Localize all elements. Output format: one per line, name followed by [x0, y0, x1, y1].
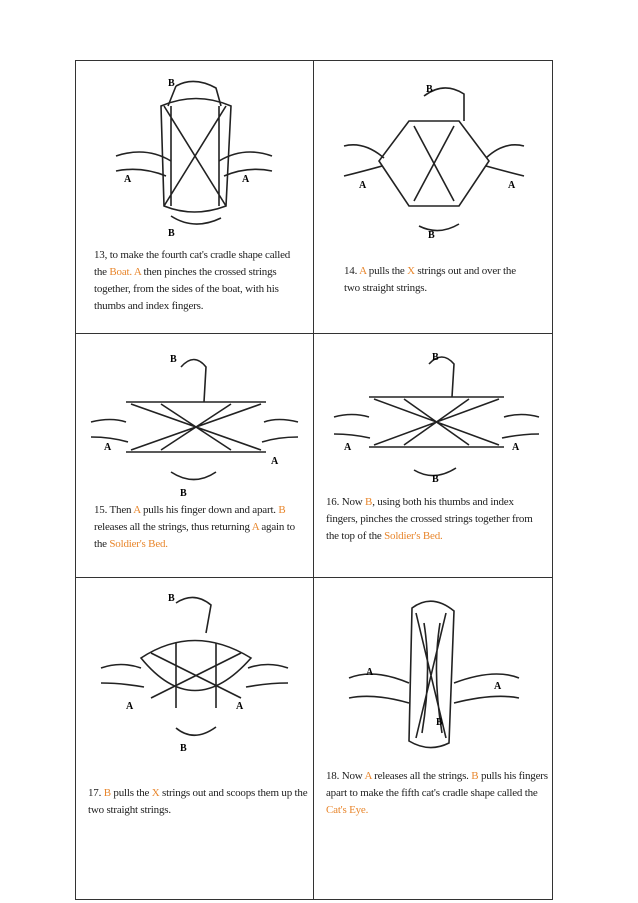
step-14-label-right: A [508, 180, 516, 191]
step-17-label-bottom: B [180, 743, 187, 754]
step-18-cell [314, 578, 554, 901]
caption-text: pulls the [366, 265, 408, 277]
caption-text: releases all the strings. [371, 770, 472, 782]
step-13-label-bottom: B [168, 228, 175, 239]
step-17-label-left: A [126, 701, 134, 712]
caption-text: 13, to make the fourth cat's cradle shape called the [94, 249, 291, 278]
caption-text: again to the [94, 521, 295, 550]
step-15-caption [94, 502, 304, 553]
step-16-caption [326, 494, 546, 545]
step-14-label-left: A [359, 180, 367, 191]
caption-text: releases all the strings, thus returning [94, 521, 252, 533]
step-16-illustration [314, 342, 554, 502]
step-15-cell [76, 334, 313, 577]
step-13-label-right: A [242, 174, 250, 185]
caption-text: 16. Now [326, 496, 366, 508]
step-18-label-bottom: B [436, 717, 443, 728]
step-13-label-top: B [168, 78, 175, 89]
instruction-grid [75, 60, 553, 900]
step-14-illustration [314, 66, 554, 246]
highlighted-text: X [407, 265, 415, 277]
caption-text: 14. [344, 265, 360, 277]
step-15-label-right: A [271, 456, 279, 467]
step-16-label-left: A [344, 442, 352, 453]
caption-text: 18. Now [326, 770, 365, 782]
step-15-illustration [76, 342, 313, 502]
step-13-cell [76, 61, 313, 333]
step-14-label-bottom: B [428, 230, 435, 241]
caption-text: , using both his thumbs and index fingers, pinches the crossed strings together from the top of the [326, 496, 533, 542]
highlighted-text: Soldier's Bed. [109, 538, 168, 550]
step-18-label-left: A [366, 667, 374, 678]
caption-text: 17. [88, 787, 104, 799]
step-13-illustration [76, 66, 313, 246]
highlighted-text: A [359, 265, 367, 277]
step-15-label-top: B [170, 354, 177, 365]
step-17-label-right: A [236, 701, 244, 712]
step-15-label-bottom: B [180, 488, 187, 499]
highlighted-text: B [365, 496, 373, 508]
caption-text: strings out and scoops them up the two straight strings. [88, 787, 308, 816]
step-13-caption [94, 247, 299, 315]
step-18-label-right: A [494, 681, 502, 692]
step-17-illustration [76, 583, 313, 758]
highlighted-text: A [133, 504, 141, 516]
step-13-label-left: A [124, 174, 132, 185]
caption-text: pulls the [110, 787, 152, 799]
step-15-label-left: A [104, 442, 112, 453]
step-17-caption [88, 785, 310, 819]
step-17-cell [76, 578, 313, 901]
step-16-label-bottom: B [432, 474, 439, 485]
step-14-cell [314, 61, 554, 333]
step-18-illustration [314, 583, 554, 758]
step-16-label-right: A [512, 442, 520, 453]
step-16-cell [314, 334, 554, 577]
step-14-label-top: B [426, 84, 433, 95]
caption-text: pulls his fingers apart to make the fifth cat's cradle shape called the [326, 770, 548, 799]
highlighted-text: B [278, 504, 286, 516]
highlighted-text: Boat. A [109, 266, 141, 278]
highlighted-text: A [251, 521, 259, 533]
caption-text: then pinches the crossed strings together, from the sides of the boat, with his thumbs and index fingers. [94, 266, 279, 312]
highlighted-text: Cat's Eye. [326, 804, 369, 816]
step-16-label-top: B [432, 352, 439, 363]
step-14-caption [344, 263, 534, 297]
caption-text: strings out and over the two straight strings. [344, 265, 516, 294]
highlighted-text: B [103, 787, 111, 799]
step-17-label-top: B [168, 593, 175, 604]
step-18-caption [326, 768, 548, 819]
caption-text: pulls his finger down and apart. [140, 504, 279, 516]
highlighted-text: X [151, 787, 160, 799]
highlighted-text: B [471, 770, 479, 782]
highlighted-text: Soldier's Bed. [384, 530, 443, 542]
highlighted-text: A [364, 770, 372, 782]
caption-text: 15. Then [94, 504, 134, 516]
